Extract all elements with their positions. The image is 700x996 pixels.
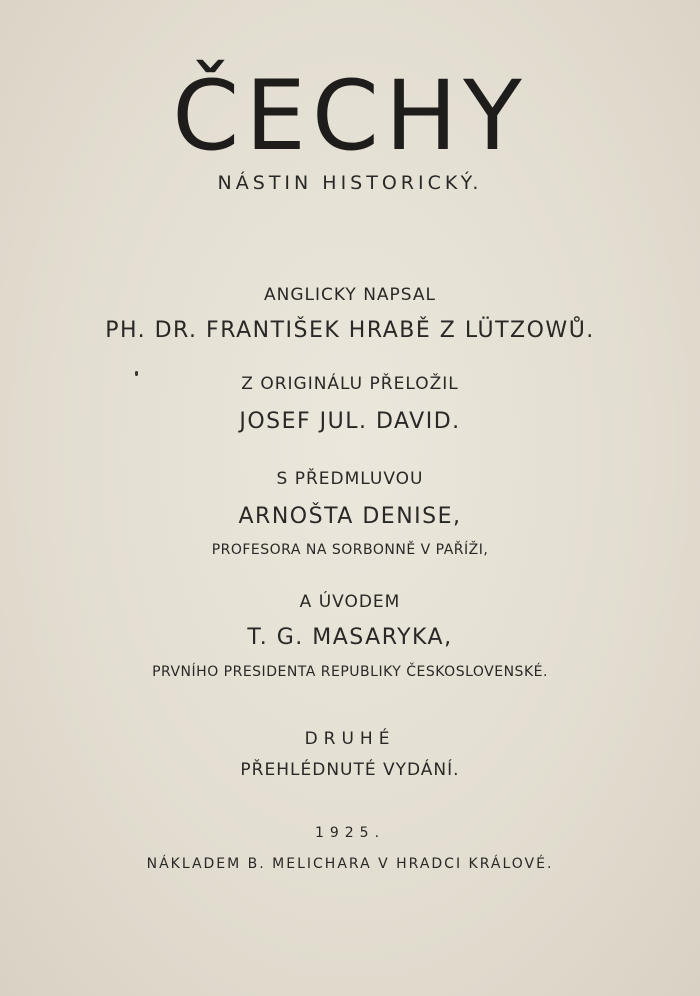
translator-name: JOSEF JUL. DAVID. (239, 409, 461, 434)
foreword-author: ARNOŠTA DENISE, (238, 504, 462, 529)
author-name: PH. DR. FRANTIŠEK HRABĚ Z LÜTZOWŮ. (105, 318, 595, 343)
introduction-author-role: PRVNÍHO PRESIDENTA REPUBLIKY ČESKOSLOVENSKÉ. (152, 664, 548, 680)
edition-description: PŘEHLÉDNUTÉ VYDÁNÍ. (240, 760, 460, 780)
introduction-author: T. G. MASARYKA, (247, 625, 453, 650)
publisher: NÁKLADEM B. MELICHARA V HRADCI KRÁLOVÉ. (146, 856, 554, 872)
author-intro: ANGLICKY NAPSAL (263, 285, 436, 305)
translator-intro: Z ORIGINÁLU PŘELOŽIL (241, 374, 459, 394)
book-title: ČECHY (172, 60, 528, 172)
introduction-intro: A ÚVODEM (299, 592, 401, 612)
foreword-author-role: PROFESORA NA SORBONNĚ V PAŘÍŽI, (211, 542, 489, 558)
edition-number: DRUHÉ (304, 729, 396, 749)
publication-year: 1925. (314, 825, 386, 841)
book-subtitle: NÁSTIN HISTORICKÝ. (217, 172, 483, 194)
foreword-intro: S PŘEDMLUVOU (276, 469, 424, 489)
